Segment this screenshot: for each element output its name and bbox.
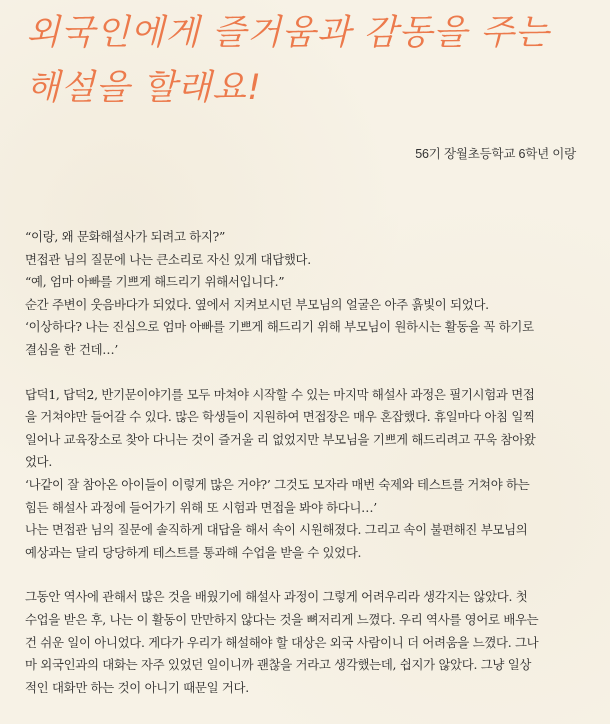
paragraph-3 bbox=[25, 586, 591, 699]
text-line: “이랑, 왜 문화해설사가 되려고 하지?” bbox=[25, 229, 225, 244]
text-line: 일어나 교육장소로 찾아 다니는 것이 즐거울 리 없었지만 부모님을 기쁘게 해드리려고 꾸욱 참아왔 bbox=[25, 431, 536, 447]
article-title bbox=[26, 6, 586, 116]
title-line-2: 해설을 할래요! bbox=[26, 68, 263, 108]
title-line-1: 외국인에게 즐거움과 감동을 주는 bbox=[26, 13, 550, 53]
text-line: 결심을 한 건데…’ bbox=[25, 341, 119, 357]
text-line: 을 거쳐야만 들어갈 수 있다. 많은 학생들이 지원하여 면접장은 매우 혼잡했다. 휴일마다 아침 일찍 bbox=[25, 409, 535, 425]
text-line: ‘이상하다? 나는 진심으로 엄마 아빠를 기쁘게 해드리기 위해 부모님이 원하시는 활동을 꼭 하기로 bbox=[25, 319, 534, 335]
text-line: 건 쉬운 일이 아니었다. 게다가 우리가 해설해야 할 대상은 외국 사람이니 더 어려움을 느꼈다. 그나 bbox=[25, 634, 539, 650]
text-line: 마 외국인과의 대화는 자주 있었던 일이니까 괜찮을 거라고 생각했는데, 쉽지가 않았다. 그냥 일상 bbox=[25, 657, 532, 673]
text-line: 었다. bbox=[25, 454, 52, 470]
paragraph-1 bbox=[25, 226, 591, 362]
text-line: 그동안 역사에 관해서 많은 것을 배웠기에 해설사 과정이 그렇게 어려우리라 생각지는 않았다. 첫 bbox=[25, 589, 528, 605]
text-line: 답덕1, 답덕2, 반기문이야기를 모두 마쳐야 시작할 수 있는 마지막 해설사 과정은 필기시험과 면접 bbox=[25, 386, 535, 402]
text-line: ‘나같이 잘 참아온 아이들이 이렇게 많은 거야?’ 그것도 모자라 매번 숙제와 테스트를 거쳐야 하는 bbox=[25, 476, 530, 492]
text-line: 예상과는 달리 당당하게 테스트를 통과해 수업을 받을 수 있었다. bbox=[25, 544, 362, 560]
article-body bbox=[25, 226, 591, 721]
text-line: 순간 주변이 웃음바다가 되었다. 옆에서 지켜보시던 부모님의 얼굴은 아주 흙빛이 되었다. bbox=[25, 296, 489, 312]
paragraph-2 bbox=[25, 384, 591, 565]
text-line: 면접관 님의 질문에 나는 큰소리로 자신 있게 대답했다. bbox=[25, 251, 311, 267]
text-line: 적인 대화만 하는 것이 아니기 때문일 거다. bbox=[25, 679, 249, 695]
text-line: 나는 면접관 님의 질문에 솔직하게 대답을 해서 속이 시원해졌다. 그리고 속이 불편해진 부모님의 bbox=[25, 522, 528, 538]
text-line: “예, 엄마 아빠를 기쁘게 해드리기 위해서입니다.” bbox=[25, 274, 285, 290]
author-byline: 56기 장월초등학교 6학년 이랑 bbox=[415, 147, 576, 161]
text-line: 힘든 해설사 과정에 들어가기 위해 또 시험과 면접을 봐야 하다니…’ bbox=[25, 499, 377, 515]
text-line: 수업을 받은 후, 나는 이 활동이 만만하지 않다는 것을 뼈저리게 느꼈다. 우리 역사를 영어로 배우는 bbox=[25, 611, 539, 627]
